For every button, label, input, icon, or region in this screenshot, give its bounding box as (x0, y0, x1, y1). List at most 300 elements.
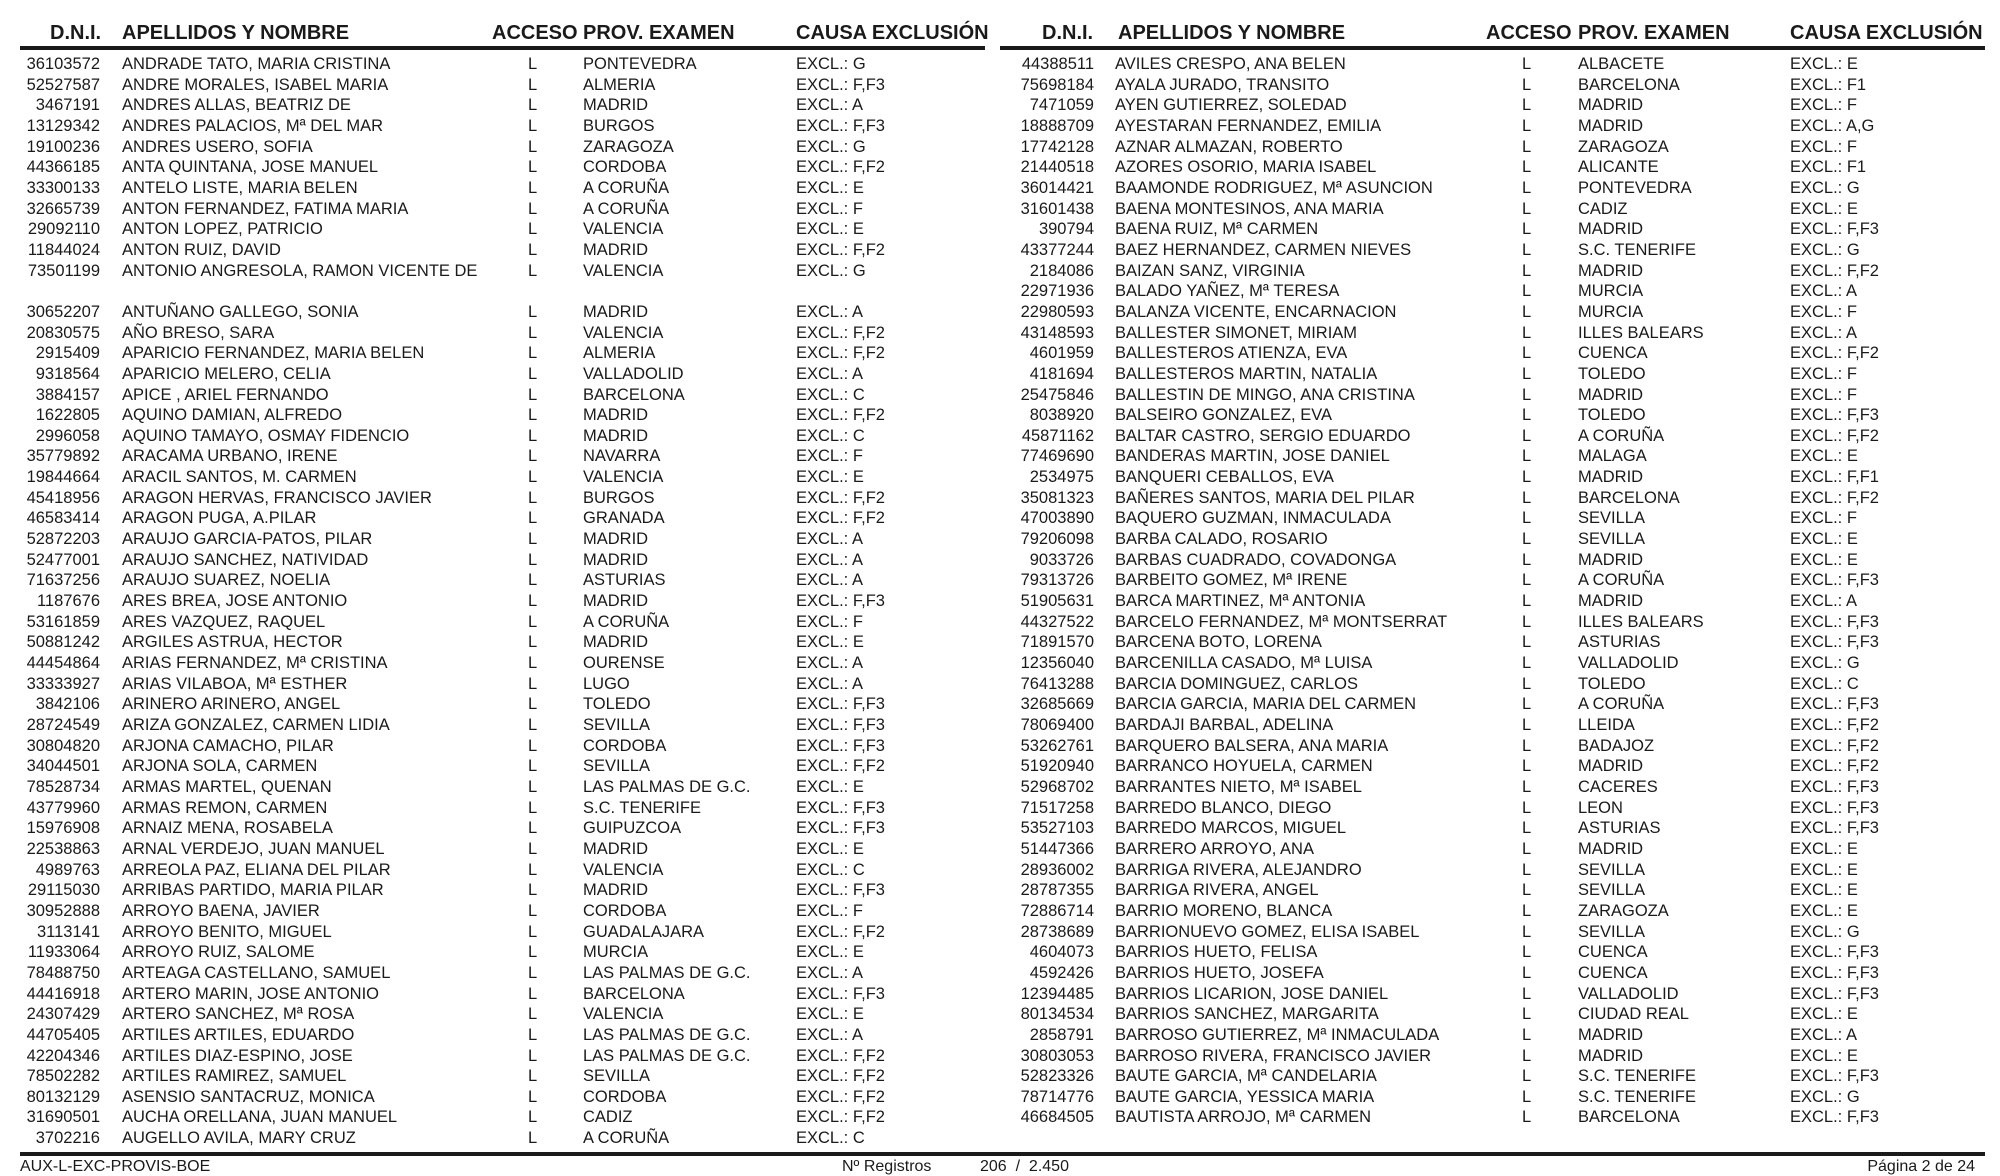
prov-cell: MADRID (1578, 96, 1644, 115)
causa-cell: EXCL.: A (796, 530, 863, 549)
acceso-cell: L (1522, 798, 1532, 817)
name-cell: BARRIO MORENO, BLANCA (1115, 901, 1333, 920)
dni-cell: 30803053 (1020, 1046, 1094, 1065)
causa-cell: EXCL.: F (1790, 137, 1857, 156)
name-cell: ARNAIZ MENA, ROSABELA (122, 819, 333, 838)
dni-cell: 7471059 (1029, 96, 1094, 115)
dni-cell: 30952888 (26, 901, 100, 920)
table-row (20, 984, 985, 1005)
acceso-cell: L (528, 1005, 538, 1024)
prov-cell: MADRID (1578, 1025, 1644, 1044)
table-row (20, 1004, 985, 1025)
dni-cell: 77469690 (1020, 447, 1094, 466)
table-row (20, 240, 985, 261)
acceso-cell: L (528, 984, 538, 1003)
prov-cell: A CORUÑA (583, 178, 670, 197)
causa-cell: EXCL.: F,F3 (1790, 1067, 1879, 1086)
causa-cell: EXCL.: A (796, 96, 863, 115)
name-cell: AÑO BRESO, SARA (122, 323, 275, 342)
dni-cell: 51447366 (1020, 839, 1094, 858)
acceso-cell: L (528, 592, 538, 611)
name-cell: APARICIO FERNANDEZ, MARIA BELEN (122, 344, 425, 363)
table-row (1000, 178, 1985, 199)
dni-cell: 3113141 (36, 922, 100, 941)
causa-cell: EXCL.: F,F3 (796, 116, 885, 135)
dni-cell: 1187676 (36, 592, 100, 611)
causa-cell: EXCL.: F,F3 (1790, 571, 1879, 590)
dni-cell: 35081323 (1020, 488, 1094, 507)
causa-cell: EXCL.: G (1790, 922, 1860, 941)
table-row (20, 323, 985, 344)
dni-cell: 12356040 (1020, 654, 1094, 673)
acceso-cell: L (528, 137, 538, 156)
acceso-cell: L (1522, 220, 1532, 239)
prov-cell: MADRID (583, 240, 649, 259)
prov-cell: ASTURIAS (583, 571, 666, 590)
acceso-cell: L (528, 220, 538, 239)
dni-cell: 71517258 (1020, 798, 1094, 817)
causa-cell: EXCL.: F,F3 (796, 736, 885, 755)
name-cell: BARROSO RIVERA, FRANCISCO JAVIER (1115, 1046, 1431, 1065)
table-row (1000, 777, 1985, 798)
prov-cell: ALICANTE (1578, 158, 1659, 177)
causa-cell: EXCL.: A (796, 1025, 863, 1044)
name-cell: BARRIOS LICARION, JOSE DANIEL (1115, 984, 1389, 1003)
prov-cell: MADRID (1578, 261, 1644, 280)
prov-cell: LEON (1578, 798, 1623, 817)
acceso-cell: L (1522, 468, 1532, 487)
name-cell: ARROYO BENITO, MIGUEL (122, 922, 332, 941)
name-cell: AUCHA ORELLANA, JUAN MANUEL (122, 1108, 398, 1127)
name-cell: BARDAJI BARBAL, ADELINA (1115, 716, 1334, 734)
dni-cell: 51920940 (1020, 757, 1094, 776)
table-row (1000, 488, 1985, 509)
dni-cell: 30804820 (26, 736, 100, 755)
table-row (20, 674, 985, 695)
acceso-cell: L (528, 302, 538, 321)
dni-cell: 45871162 (1021, 426, 1094, 445)
table-row (20, 178, 985, 199)
acceso-cell: L (528, 839, 538, 858)
causa-cell: EXCL.: E (1790, 860, 1858, 879)
acceso-cell: L (528, 75, 538, 94)
name-cell: ANDRES USERO, SOFIA (122, 137, 313, 156)
name-cell: BANDERAS MARTIN, JOSE DANIEL (1115, 447, 1390, 466)
table-row (20, 116, 985, 137)
prov-cell: BARCELONA (583, 385, 685, 404)
dni-cell: 44388511 (1021, 55, 1094, 73)
name-cell: AZORES OSORIO, MARIA ISABEL (1115, 158, 1377, 177)
table-row (20, 798, 985, 819)
dni-cell: 18888709 (1020, 116, 1094, 135)
table-row (1000, 860, 1985, 881)
causa-cell: EXCL.: F,F3 (796, 695, 885, 714)
table-row (20, 157, 985, 178)
table-row (1000, 508, 1985, 529)
table-row (1000, 343, 1985, 364)
prov-cell: S.C. TENERIFE (1578, 1087, 1696, 1106)
dni-cell: 73501199 (27, 261, 100, 280)
table-row (1000, 632, 1985, 653)
name-cell: BALANZA VICENTE, ENCARNACION (1115, 302, 1397, 321)
prov-cell: CUENCA (1578, 344, 1648, 363)
acceso-cell: L (1522, 426, 1532, 445)
table-row (1000, 446, 1985, 467)
prov-cell: TOLEDO (1578, 364, 1646, 383)
name-cell: BAENA RUIZ, Mª CARMEN (1115, 220, 1319, 239)
causa-cell: EXCL.: F,F3 (1790, 963, 1879, 982)
table-row (20, 591, 985, 612)
prov-cell: MADRID (1578, 839, 1644, 858)
table-row (20, 1046, 985, 1067)
prov-cell: MADRID (1578, 550, 1644, 569)
acceso-cell: L (1522, 96, 1532, 115)
prov-cell: ALMERIA (583, 344, 656, 363)
header-dni: D.N.I. (1042, 22, 1094, 44)
dni-cell: 44327522 (1020, 612, 1094, 631)
table-body (1000, 54, 1985, 1128)
prov-cell: ILLES BALEARS (1578, 323, 1704, 342)
causa-cell: EXCL.: F,F1 (1790, 468, 1879, 487)
causa-cell: EXCL.: F,F3 (1790, 633, 1879, 652)
table-row (20, 736, 985, 757)
table-row (1000, 302, 1985, 323)
name-cell: ANTA QUINTANA, JOSE MANUEL (122, 158, 379, 177)
table-row (1000, 364, 1985, 385)
acceso-cell: L (528, 612, 538, 631)
table-row (1000, 323, 1985, 344)
table-row (1000, 1025, 1985, 1046)
table-row (20, 653, 985, 674)
table-row (20, 343, 985, 364)
prov-cell: ILLES BALEARS (1578, 612, 1704, 631)
dni-cell: 9033726 (1029, 550, 1094, 569)
name-cell: ANDRADE TATO, MARIA CRISTINA (122, 55, 391, 73)
causa-cell: EXCL.: F,F2 (796, 240, 885, 259)
acceso-cell: L (1522, 261, 1532, 280)
causa-cell: EXCL.: A (796, 364, 863, 383)
name-cell: BAIZAN SANZ, VIRGINIA (1115, 261, 1305, 280)
name-cell: BALADO YAÑEZ, Mª TERESA (1115, 282, 1340, 301)
table-row (1000, 116, 1985, 137)
causa-cell: EXCL.: E (796, 468, 864, 487)
name-cell: AVILES CRESPO, ANA BELEN (1115, 55, 1346, 73)
dni-cell: 32665739 (26, 199, 100, 218)
prov-cell: VALLADOLID (583, 364, 684, 383)
prov-cell: MADRID (583, 426, 649, 445)
dni-cell: 44454864 (26, 654, 100, 673)
dni-cell: 28936002 (1020, 860, 1094, 879)
prov-cell: MADRID (1578, 220, 1644, 239)
prov-cell: A CORUÑA (1578, 571, 1665, 590)
acceso-cell: L (1522, 75, 1532, 94)
table-row (20, 426, 985, 447)
prov-cell: SEVILLA (1578, 922, 1645, 941)
prov-cell: MADRID (1578, 385, 1644, 404)
acceso-cell: L (528, 1129, 538, 1148)
acceso-cell: L (1522, 158, 1532, 177)
causa-cell: EXCL.: F (1790, 385, 1857, 404)
causa-cell: EXCL.: F (1790, 96, 1857, 115)
table-row (20, 1025, 985, 1046)
prov-cell: BURGOS (583, 488, 655, 507)
causa-cell: EXCL.: F,F2 (796, 488, 885, 507)
acceso-cell: L (528, 323, 538, 342)
prov-cell: BARCELONA (1578, 488, 1680, 507)
prov-cell: SEVILLA (583, 716, 650, 735)
table-row (1000, 901, 1985, 922)
header-nombre: APELLIDOS Y NOMBRE (122, 22, 350, 44)
acceso-cell: L (1522, 674, 1532, 693)
name-cell: ANDRE MORALES, ISABEL MARIA (122, 75, 389, 94)
dni-cell: 4592426 (1029, 963, 1094, 982)
table-row (1000, 694, 1985, 715)
prov-cell: CADIZ (1578, 199, 1628, 218)
causa-cell: EXCL.: E (796, 1005, 864, 1024)
name-cell: BAUTE GARCIA, Mª CANDELARIA (1115, 1067, 1377, 1086)
header-dni: D.N.I. (50, 22, 102, 44)
dni-cell: 43148593 (1020, 323, 1094, 342)
table-row (1000, 984, 1985, 1005)
name-cell: BARQUERO BALSERA, ANA MARIA (1115, 736, 1389, 755)
dni-cell: 22538863 (26, 839, 100, 858)
table-row (1000, 570, 1985, 591)
name-cell: AUGELLO AVILA, MARY CRUZ (122, 1129, 356, 1148)
table-row (1000, 922, 1985, 943)
acceso-cell: L (1522, 860, 1532, 879)
name-cell: AYEN GUTIERREZ, SOLEDAD (1115, 96, 1347, 115)
dni-cell: 28738689 (1020, 922, 1094, 941)
causa-cell: EXCL.: E (1790, 901, 1858, 920)
acceso-cell: L (1522, 943, 1532, 962)
dni-cell: 390794 (1038, 220, 1094, 239)
acceso-cell: L (1522, 344, 1532, 363)
causa-cell: EXCL.: F (1790, 302, 1857, 321)
dni-cell: 2858791 (1029, 1025, 1094, 1044)
dni-cell: 78069400 (1020, 716, 1094, 734)
table-row (1000, 550, 1985, 571)
acceso-cell: L (1522, 55, 1532, 73)
table-row (1000, 1046, 1985, 1067)
acceso-cell: L (528, 1067, 538, 1086)
dni-cell: 46684505 (1020, 1108, 1094, 1127)
name-cell: BAUTE GARCIA, YESSICA MARIA (1115, 1087, 1375, 1106)
dni-cell: 78528734 (26, 777, 100, 796)
table-row (20, 880, 985, 901)
table-row (20, 199, 985, 220)
table-row (20, 715, 985, 736)
causa-cell: EXCL.: E (1790, 447, 1858, 466)
registros-label: Nº Registros (842, 1158, 932, 1175)
causa-cell: EXCL.: F,F3 (796, 592, 885, 611)
dni-cell: 29092110 (27, 220, 100, 239)
name-cell: BAÑERES SANTOS, MARIA DEL PILAR (1115, 488, 1415, 507)
table-row (1000, 880, 1985, 901)
prov-cell: VALENCIA (583, 261, 664, 280)
causa-cell: EXCL.: F,F3 (796, 984, 885, 1003)
acceso-cell: L (528, 757, 538, 776)
dni-cell: 76413288 (1020, 674, 1094, 693)
name-cell: BANQUERI CEBALLOS, EVA (1115, 468, 1334, 487)
prov-cell: MADRID (583, 406, 649, 425)
name-cell: ARRIBAS PARTIDO, MARIA PILAR (122, 881, 384, 900)
prov-cell: ZARAGOZA (583, 137, 674, 156)
acceso-cell: L (528, 178, 538, 197)
name-cell: ARREOLA PAZ, ELIANA DEL PILAR (122, 860, 391, 879)
prov-cell: A CORUÑA (1578, 695, 1665, 714)
acceso-cell: L (1522, 633, 1532, 652)
prov-cell: MALAGA (1578, 447, 1647, 466)
prov-cell: MADRID (1578, 116, 1644, 135)
dni-cell: 44366185 (26, 158, 100, 177)
dni-cell: 9318564 (35, 364, 100, 383)
acceso-cell: L (1522, 819, 1532, 838)
dni-cell: 4601959 (1029, 344, 1094, 363)
prov-cell: ASTURIAS (1578, 819, 1661, 838)
prov-cell: TOLEDO (583, 695, 651, 714)
table-row (1000, 839, 1985, 860)
acceso-cell: L (528, 777, 538, 796)
name-cell: BARRIGA RIVERA, ALEJANDRO (1115, 860, 1362, 879)
dni-cell: 43779960 (26, 798, 100, 817)
causa-cell: EXCL.: A (796, 302, 863, 321)
causa-cell: EXCL.: F,F3 (796, 716, 885, 735)
prov-cell: SEVILLA (1578, 860, 1645, 879)
acceso-cell: L (1522, 1067, 1532, 1086)
acceso-cell: L (528, 943, 538, 962)
prov-cell: MADRID (583, 839, 649, 858)
acceso-cell: L (1522, 137, 1532, 156)
causa-cell: EXCL.: E (796, 633, 864, 652)
table-row (1000, 385, 1985, 406)
name-cell: BAAMONDE RODRIGUEZ, Mª ASUNCION (1115, 178, 1433, 197)
acceso-cell: L (528, 695, 538, 714)
causa-cell: EXCL.: E (796, 178, 864, 197)
prov-cell: ALBACETE (1578, 55, 1665, 73)
name-cell: BARREDO MARCOS, MIGUEL (1115, 819, 1347, 838)
prov-cell: ZARAGOZA (1578, 901, 1669, 920)
acceso-cell: L (528, 571, 538, 590)
acceso-cell: L (1522, 571, 1532, 590)
prov-cell: CUENCA (1578, 943, 1648, 962)
name-cell: ARJONA CAMACHO, PILAR (122, 736, 334, 755)
acceso-cell: L (528, 406, 538, 425)
acceso-cell: L (528, 633, 538, 652)
causa-cell: EXCL.: A,G (1790, 116, 1875, 135)
table-row (1000, 467, 1985, 488)
name-cell: BAENA MONTESINOS, ANA MARIA (1115, 199, 1384, 218)
table-row (20, 75, 985, 96)
dni-cell: 8038920 (1029, 406, 1094, 425)
prov-cell: MADRID (583, 96, 649, 115)
table-row (20, 508, 985, 529)
acceso-cell: L (1522, 199, 1532, 218)
prov-cell: ASTURIAS (1578, 633, 1661, 652)
causa-cell: EXCL.: F (1790, 509, 1857, 528)
acceso-cell: L (528, 344, 538, 363)
causa-cell: EXCL.: E (1790, 839, 1858, 858)
dni-cell: 35779892 (26, 447, 100, 466)
name-cell: ANTUÑANO GALLEGO, SONIA (122, 302, 359, 321)
dni-cell: 51905631 (1020, 592, 1094, 611)
prov-cell: PONTEVEDRA (583, 55, 697, 73)
dni-cell: 78488750 (26, 963, 100, 982)
name-cell: BARREDO BLANCO, DIEGO (1115, 798, 1332, 817)
prov-cell: GRANADA (583, 509, 665, 528)
name-cell: BARCIA DOMINGUEZ, CARLOS (1115, 674, 1358, 693)
dni-cell: 28787355 (1020, 881, 1094, 900)
acceso-cell: L (528, 860, 538, 879)
causa-cell: EXCL.: E (796, 839, 864, 858)
prov-cell: LUGO (583, 674, 630, 693)
causa-cell: EXCL.: G (1790, 178, 1860, 197)
acceso-cell: L (1522, 654, 1532, 673)
acceso-cell: L (1522, 406, 1532, 425)
prov-cell: VALENCIA (583, 323, 664, 342)
causa-cell: EXCL.: A (1790, 1025, 1857, 1044)
table-row (20, 818, 985, 839)
table-row (20, 137, 985, 158)
table-row (20, 405, 985, 426)
table-row (20, 302, 985, 323)
prov-cell: VALLADOLID (1578, 654, 1679, 673)
prov-cell: BURGOS (583, 116, 655, 135)
table-row (20, 632, 985, 653)
dni-cell: 4181694 (1029, 364, 1094, 383)
name-cell: ARJONA SOLA, CARMEN (122, 757, 318, 776)
table-row (1000, 674, 1985, 695)
table-row (20, 839, 985, 860)
table-row (1000, 1004, 1985, 1025)
acceso-cell: L (528, 1046, 538, 1065)
dni-cell: 75698184 (1020, 75, 1094, 94)
causa-cell: EXCL.: C (796, 385, 865, 404)
table-row (1000, 942, 1985, 963)
name-cell: ARAGON HERVAS, FRANCISCO JAVIER (122, 488, 432, 507)
prov-cell: SEVILLA (583, 1067, 650, 1086)
acceso-cell: L (528, 488, 538, 507)
acceso-cell: L (528, 55, 538, 73)
causa-cell: EXCL.: C (796, 426, 865, 445)
name-cell: ARTEAGA CASTELLANO, SAMUEL (122, 963, 391, 982)
prov-cell: MADRID (1578, 468, 1644, 487)
header-acceso: ACCESO (492, 22, 578, 44)
prov-cell: MADRID (583, 530, 649, 549)
table-row (1000, 591, 1985, 612)
dni-cell: 11844024 (27, 240, 100, 259)
acceso-cell: L (1522, 488, 1532, 507)
causa-cell: EXCL.: C (1790, 674, 1859, 693)
acceso-cell: L (1522, 901, 1532, 920)
acceso-cell: L (1522, 881, 1532, 900)
causa-cell: EXCL.: E (796, 943, 864, 962)
name-cell: BALLESTEROS ATIENZA, EVA (1115, 344, 1348, 363)
causa-cell: EXCL.: F,F3 (1790, 984, 1879, 1003)
acceso-cell: L (528, 1108, 538, 1127)
acceso-cell: L (528, 385, 538, 404)
exclusion-table-left (20, 20, 989, 1149)
name-cell: ARES BREA, JOSE ANTONIO (122, 592, 348, 611)
dni-cell: 71637256 (26, 571, 100, 590)
name-cell: BAUTISTA ARROJO, Mª CARMEN (1115, 1108, 1372, 1127)
table-row (1000, 137, 1985, 158)
name-cell: ANTON LOPEZ, PATRICIO (122, 220, 323, 239)
prov-cell: A CORUÑA (583, 612, 670, 631)
acceso-cell: L (1522, 323, 1532, 342)
name-cell: ARAUJO SUAREZ, NOELIA (122, 571, 331, 590)
causa-cell: EXCL.: F,F3 (1790, 798, 1879, 817)
name-cell: ANTONIO ANGRESOLA, RAMON VICENTE DE (122, 261, 478, 280)
